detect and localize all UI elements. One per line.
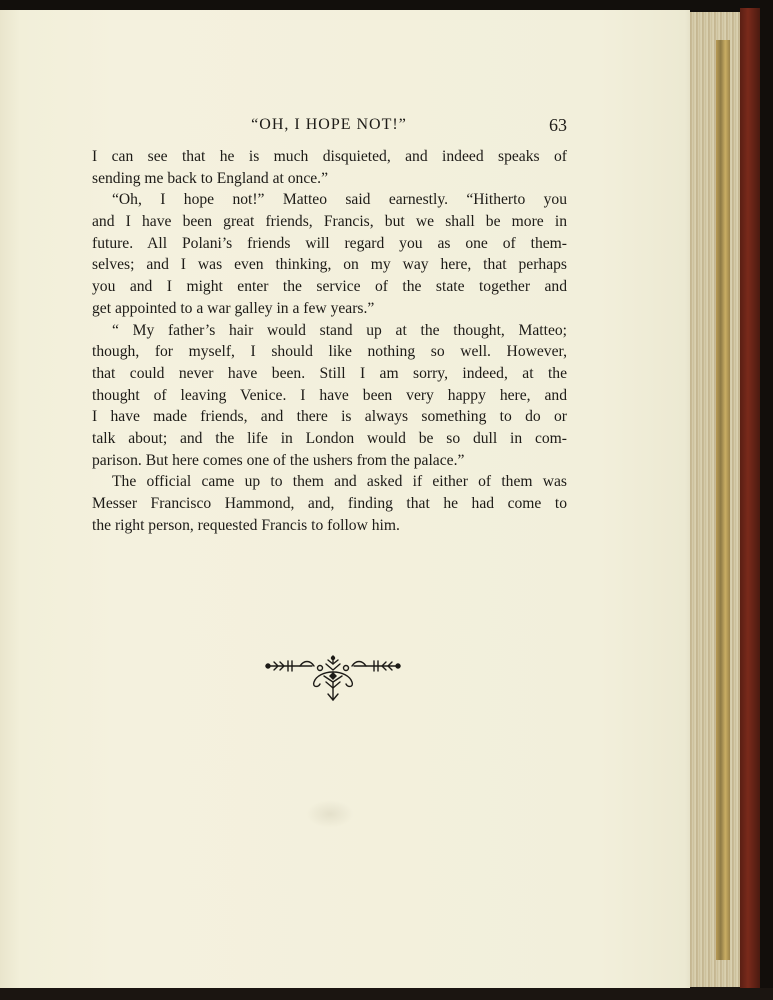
floral-tailpiece-icon bbox=[262, 654, 404, 702]
text-line: The official came up to them and asked if either of them was bbox=[112, 473, 567, 491]
running-title: “OH, I HOPE NOT!” bbox=[251, 116, 407, 133]
scan-right-border bbox=[760, 0, 773, 1000]
running-header bbox=[91, 112, 567, 136]
page-smudge bbox=[306, 800, 354, 828]
body-text bbox=[92, 146, 567, 536]
text-line: and I have been great friends, Francis, but we shall be more in bbox=[92, 213, 567, 231]
text-line: sending me back to England at once.” bbox=[92, 169, 328, 187]
text-line: the right person, requested Francis to follow him. bbox=[92, 516, 400, 534]
text-line: “ My father’s hair would stand up at the thought, Matteo; bbox=[112, 321, 567, 339]
text-line: I have made friends, and there is always something to do or bbox=[92, 408, 567, 426]
text-line: you and I might enter the service of the state together and bbox=[92, 278, 567, 296]
text-line: talk about; and the life in London would be so dull in com- bbox=[92, 429, 567, 447]
page-number: 63 bbox=[549, 115, 567, 135]
gilt-edge bbox=[716, 40, 730, 960]
text-line: that could never have been. Still I am sorry, indeed, at the bbox=[92, 364, 567, 382]
text-line: future. All Polani’s friends will regard you as one of them- bbox=[92, 234, 567, 252]
text-line: I can see that he is much disquieted, and indeed speaks of bbox=[92, 148, 567, 165]
text-line: “Oh, I hope not!” Matteo said earnestly. “Hitherto you bbox=[112, 191, 567, 209]
text-line: though, for myself, I should like nothing so well. However, bbox=[92, 343, 567, 361]
text-line: parison. But here comes one of the ushers from the palace.” bbox=[92, 451, 465, 469]
text-line: selves; and I was even thinking, on my way here, that perhaps bbox=[92, 256, 567, 274]
text-line: get appointed to a war galley in a few years.” bbox=[92, 299, 375, 317]
text-line: Messer Francisco Hammond, and, finding that he had come to bbox=[92, 495, 567, 512]
book-cover-edge bbox=[740, 8, 760, 993]
scan-bottom-border bbox=[0, 988, 773, 1000]
text-line: thought of leaving Venice. I have been very happy here, and bbox=[92, 386, 567, 404]
page-edges bbox=[686, 12, 742, 987]
